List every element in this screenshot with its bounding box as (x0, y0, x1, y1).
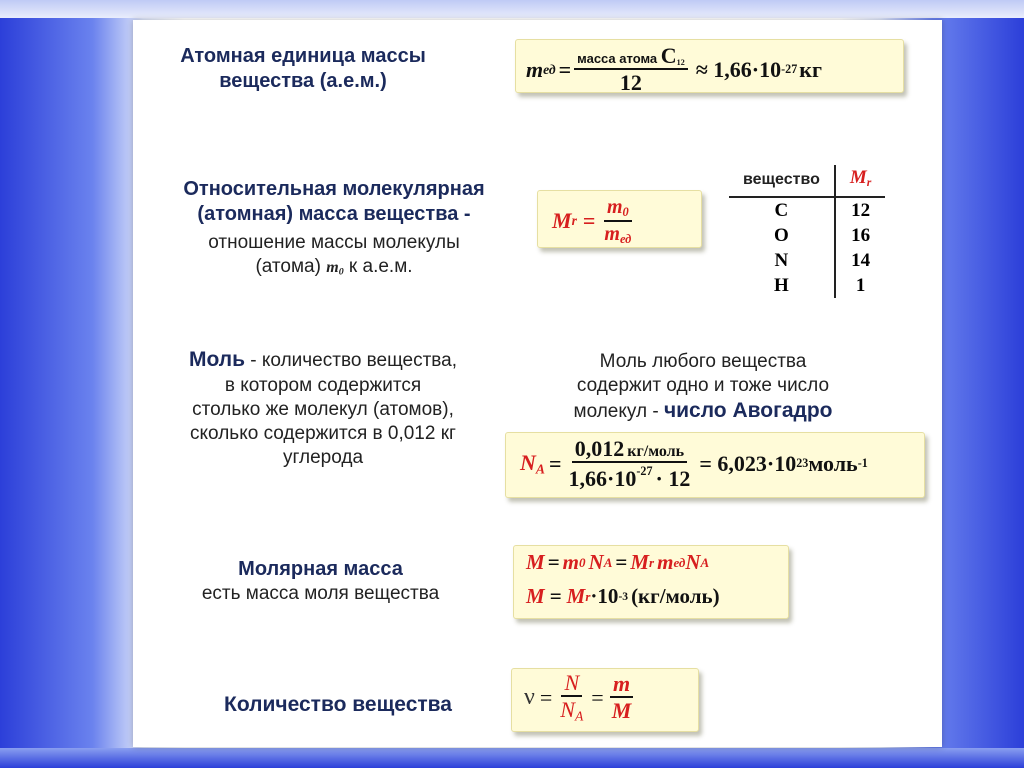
relative-formula-box (537, 190, 702, 248)
amount-formula: ν = $\frac{N}{N_A}$ = $\frac{m}{M}$ (524, 672, 634, 723)
relative-mass-table (729, 165, 885, 298)
avogadro-fraction: $\frac{\text{0,012 кг/моль}}{1,66\cdot 10^{-27} \cdot 12}$ (568, 436, 691, 491)
bottom-band (0, 748, 1024, 768)
amount-fraction-2: $\frac{m}{M}$ (611, 671, 632, 724)
relative-formula: M r = $\frac{m_0}{m_{ед}}$ (552, 197, 634, 245)
avogadro-formula: $N_A$ = $\frac{\text{0,012 кг/моль}}{1,66\cdot 10^{-27} \cdot 12}$ = 6,023·10 23 моль -1 (520, 436, 868, 491)
table-row: O 16 (729, 223, 885, 248)
amount-heading: Количество вещества (224, 693, 452, 716)
amu-title: Атомная единица массы вещества (а.е.м.) (180, 45, 426, 92)
avogadro-formula-box (505, 432, 925, 498)
amu-formula: m ед = $\frac{масса атома C_{12}}{12}$ ≈ 1,66·10 -27 кг (526, 43, 822, 96)
table-row: C 12 (729, 197, 885, 223)
amu-fraction: $\frac{масса атома C_{12}}{12}$ (574, 45, 688, 94)
molar-formula-box (513, 545, 789, 619)
table-row: N 14 (729, 248, 885, 273)
mole-definition: Моль - количество вещества, в котором содержится столько же молекул (атомов), сколько содержится в 0,012 кг углерода (188, 348, 458, 469)
relative-fraction: $\frac{m_0}{m_{ед}}$ (604, 196, 632, 246)
avogadro-text: Моль любого вещества содержит одно и тоже число молекул - число Авогадро (573, 351, 833, 423)
amu-formula-box (515, 39, 904, 96)
relative-text: отношение массы молекулы (атома) $m_0$ к а.е.м. (208, 232, 460, 278)
slide (133, 20, 942, 747)
table-header-mr: $M_r$ (835, 165, 886, 197)
molar-text: Молярная масса есть масса моля вещества (201, 558, 440, 604)
amount-fraction-1: $\frac{N}{N_A}$ (560, 670, 584, 724)
molar-formula-line2: M = M r ·10 -3 (кг/моль) (526, 584, 720, 608)
m0-symbol: $m_0$ (326, 259, 344, 278)
relative-heading: Относительная молекулярная (атомная) масса вещества - (183, 178, 485, 225)
top-band (0, 0, 1024, 18)
table-row: H 1 (729, 273, 885, 298)
amount-formula-box (511, 668, 699, 732)
table-header-substance: вещество (729, 165, 835, 197)
molar-formula-line1: M = m 0 N A = M r m ед N A (526, 550, 710, 574)
